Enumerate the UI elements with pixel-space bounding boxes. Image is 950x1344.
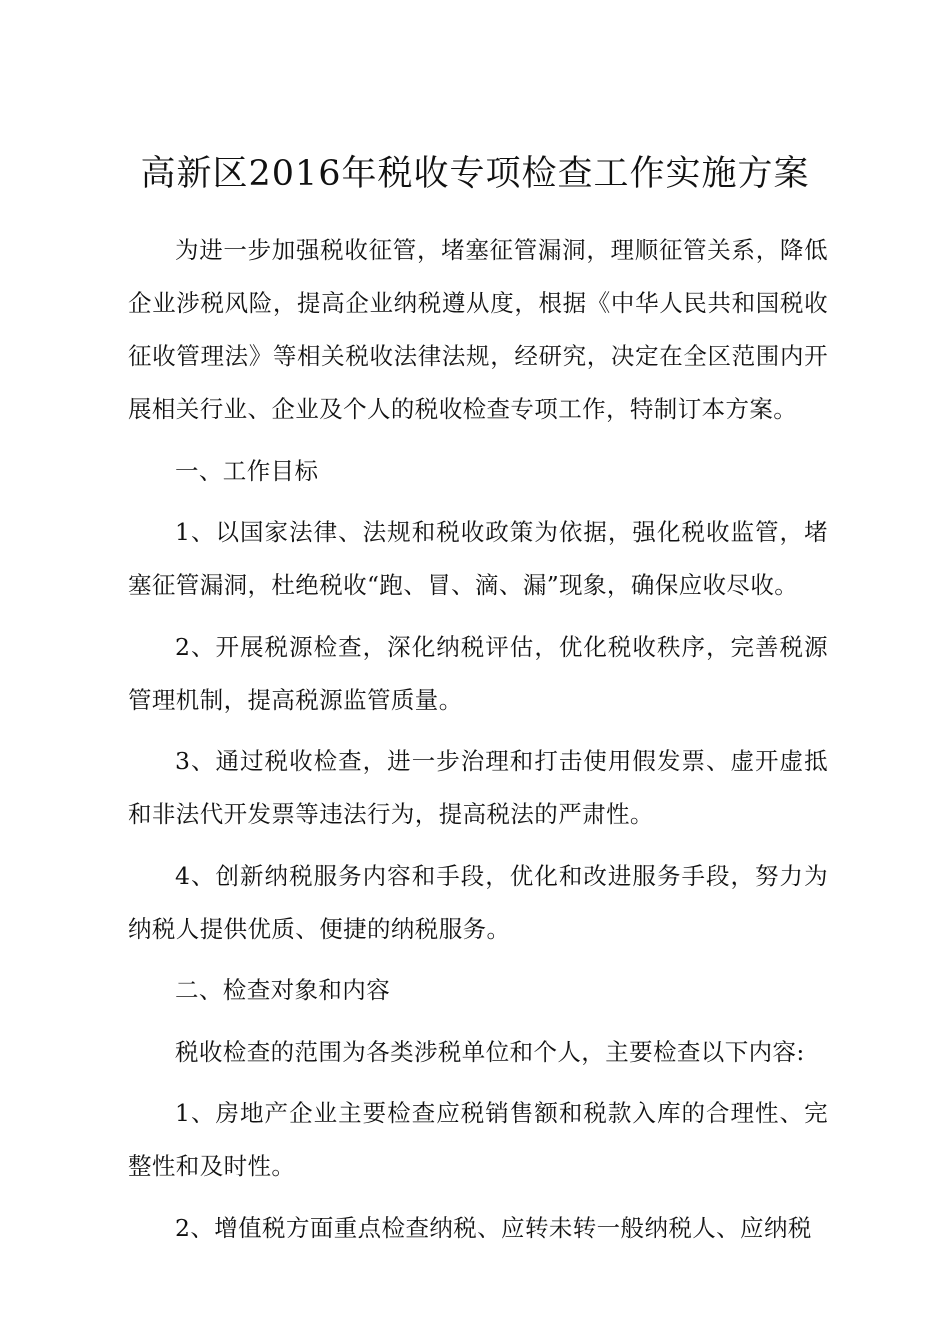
document-title: 高新区2016年税收专项检查工作实施方案 — [140, 154, 810, 194]
goal-item-1: 1、以国家法律、法规和税收政策为依据，强化税收监管，堵塞征管漏洞，杜绝税收“跑、冒、滴、漏”现象，确保应收尽收。 — [128, 518, 828, 599]
goal-item-4: 4、创新纳税服务内容和手段，优化和改进服务手段，努力为纳税人提供优质、便捷的纳税服务。 — [128, 861, 828, 943]
section-heading-scope: 二、检查对象和内容 — [175, 976, 391, 1004]
section-heading-goals: 一、工作目标 — [175, 456, 319, 485]
document-body — [128, 224, 828, 1263]
scope-intro-paragraph: 税收检查的范围为各类涉税单位和个人，主要检查以下内容: — [175, 1037, 805, 1066]
intro-paragraph: 为进一步加强税收征管，堵塞征管漏洞，理顺征管关系，降低企业涉税风险，提高企业纳税遵从度，根据《中华人民共和国税收征收管理法》等相关税收法律法规，经研究，决定在全区范围内开展相关行业、企业及个人的税收检查专项工作，特制订本方案。 — [128, 236, 828, 423]
goal-item-3: 3、通过税收检查，进一步治理和打击使用假发票、虚开虚抵和非法代开发票等违法行为，提高税法的严肃性。 — [128, 747, 828, 828]
goal-item-2: 2、开展税源检查，深化纳税评估，优化税收秩序，完善税源管理机制，提高税源监管质量。 — [128, 632, 828, 714]
scope-item-2: 2、增值税方面重点检查纳税、应转未转一般纳税人、应纳税 — [175, 1213, 812, 1242]
scope-item-1: 1、房地产企业主要检查应税销售额和税款入库的合理性、完整性和及时性。 — [128, 1099, 828, 1180]
